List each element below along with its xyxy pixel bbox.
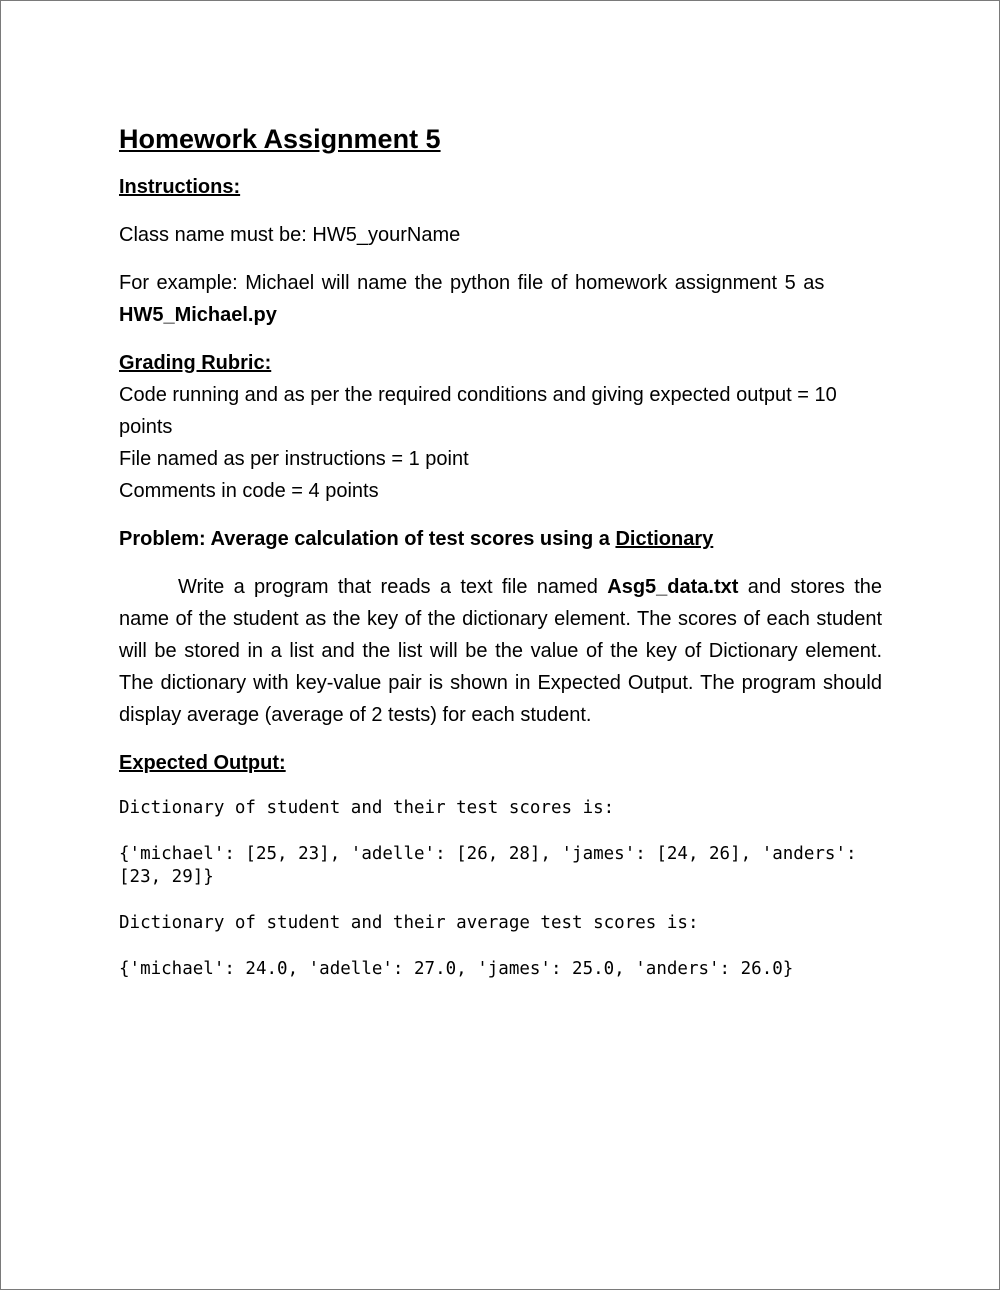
problem-description-pre: Write a program that reads a text file named xyxy=(178,576,608,598)
example-filename: HW5_Michael.py xyxy=(119,304,277,326)
problem-description-post: and stores the name of the student as the key of the dictionary element. The scores of each student will be stored in a list and the list will be the value of the key of Dictionary element. The dictionary with key-value pair is shown in Expected Output. The program should display average (average of 2 tests) for each student. xyxy=(119,576,883,726)
rubric-item: Comments in code = 4 points xyxy=(119,480,379,502)
expected-output-heading: Expected Output: xyxy=(119,752,286,774)
output-line: {'michael': [25, 23], 'adelle': [26, 28], 'james': [24, 26], 'anders': [23, 29]} xyxy=(119,844,857,887)
problem-heading-link: Dictionary xyxy=(615,528,714,550)
document-content xyxy=(119,119,882,1004)
instructions-heading: Instructions: xyxy=(119,176,241,198)
rubric-item: File named as per instructions = 1 point xyxy=(119,448,469,470)
data-filename: Asg5_data.txt xyxy=(607,576,739,598)
output-line: Dictionary of student and their test scores is: xyxy=(119,798,615,818)
rubric-item: Code running and as per the required conditions and giving expected output = 10 points xyxy=(119,384,837,438)
class-name-instruction: Class name must be: HW5_yourName xyxy=(119,224,461,246)
problem-heading xyxy=(119,523,882,555)
rubric-heading: Grading Rubric: xyxy=(119,352,272,374)
problem-heading-text: Problem: Average calculation of test scores using a xyxy=(119,528,616,550)
output-line: {'michael': 24.0, 'adelle': 27.0, 'james': 25.0, 'anders': 26.0} xyxy=(119,959,794,979)
output-line: Dictionary of student and their average test scores is: xyxy=(119,913,699,933)
grading-rubric xyxy=(119,347,882,507)
document-title: Homework Assignment 5 xyxy=(119,124,441,154)
example-paragraph xyxy=(119,267,882,331)
problem-description xyxy=(119,571,882,731)
example-text: For example: Michael will name the python file of homework assignment 5 as xyxy=(119,272,825,294)
